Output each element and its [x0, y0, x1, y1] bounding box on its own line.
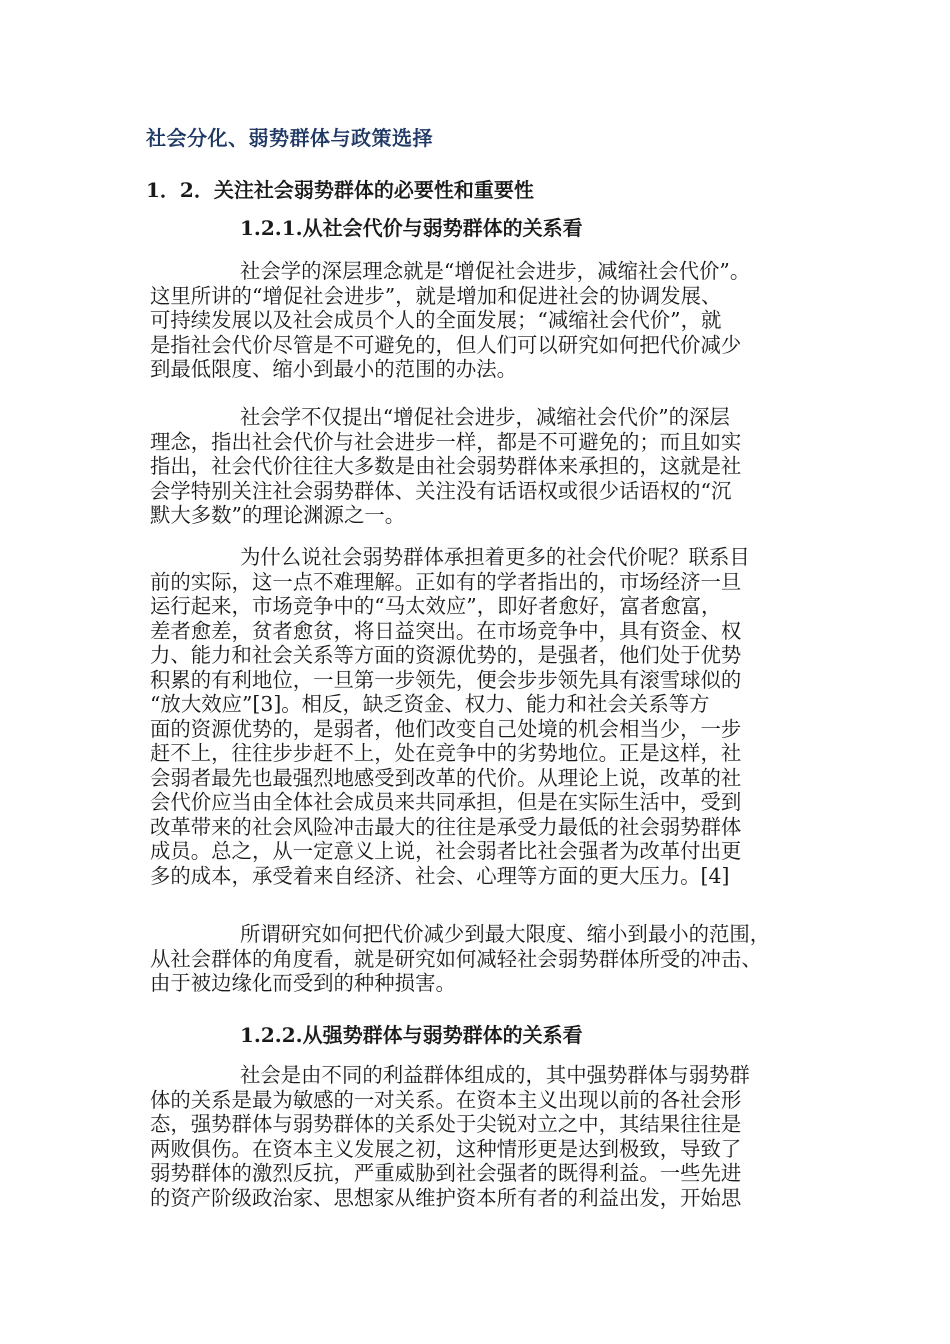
paragraph-line: 是指社会代价尽管是不可避免的，但人们可以研究如何把代价减少 — [150, 332, 742, 357]
paragraph-line: 可持续发展以及社会成员个人的全面发展；“减缩社会代价”，就 — [150, 308, 722, 332]
paragraph-line: 赶不上，往往步步赶不上，处在竞争中的劣势地位。正是这样，社 — [150, 741, 742, 765]
paragraph-line: 的资产阶级政治家、思想家从维护资本所有者的利益出发，开始思 — [150, 1185, 742, 1210]
subsection-heading-1: 1.2.1.从社会代价与弱势群体的关系看 — [240, 216, 583, 240]
paragraph-line: 会学特别关注社会弱势群体、关注没有话语权或很少话语权的“沉 — [150, 478, 732, 503]
paragraph-weak-groups-bear-cost — [150, 545, 810, 888]
paragraph-line: 差者愈差，贫者愈贫，将日益突出。在市场竞争中，具有资金、权 — [150, 618, 742, 643]
paragraph-reduce-cost — [150, 922, 810, 996]
paragraph-line: 两败俱伤。在资本主义发展之初，这种情形更是达到极致，导致了 — [150, 1136, 742, 1161]
paragraph-sociology-theory — [150, 405, 810, 528]
paragraph-line: 多的成本，承受着来自经济、社会、心理等方面的更大压力。[4] — [150, 863, 730, 888]
paragraph-line: 前的实际，这一点不难理解。正如有的学者指出的，市场经济一旦 — [150, 569, 742, 594]
paragraph-social-cost-concept — [150, 259, 810, 382]
paragraph-line: 为什么说社会弱势群体承担着更多的社会代价呢？联系目 — [240, 545, 750, 569]
paragraph-line: 所谓研究如何把代价减少到最大限度、缩小到最小的范围， — [240, 922, 771, 946]
paragraph-strong-weak-relation — [150, 1063, 810, 1210]
paragraph-line: 态，强势群体与弱势群体的关系处于尖锐对立之中，其结果往往是 — [150, 1112, 742, 1136]
paragraph-line: 面的资源优势的，是弱者，他们改变自己处境的机会相当少，一步 — [150, 716, 742, 741]
paragraph-line: 到最低限度、缩小到最小的范围的办法。 — [150, 357, 518, 381]
paragraph-line: 运行起来，市场竞争中的“马太效应”，即好者愈好，富者愈富， — [150, 594, 722, 618]
paragraph-line: “放大效应”[3]。相反，缺乏资金、权力、能力和社会关系等方 — [150, 692, 710, 716]
paragraph-line: 积累的有利地位，一旦第一步领先，便会步步领先具有滚雪球似的 — [150, 667, 742, 692]
paragraph-line: 社会是由不同的利益群体组成的，其中强势群体与弱势群 — [240, 1063, 750, 1087]
paragraph-line: 由于被边缘化而受到的种种损害。 — [150, 971, 456, 995]
paragraph-line: 体的关系是最为敏感的一对关系。在资本主义出现以前的各社会形 — [150, 1087, 742, 1112]
paragraph-line: 会弱者最先也最强烈地感受到改革的代价。从理论上说，改革的社 — [150, 765, 742, 790]
paragraph-line: 改革带来的社会风险冲击最大的往往是承受力最低的社会弱势群体 — [150, 814, 742, 839]
subsection-heading-2: 1.2.2.从强势群体与弱势群体的关系看 — [240, 1023, 583, 1047]
paragraph-line: 这里所讲的“增促社会进步”，就是增加和促进社会的协调发展、 — [150, 283, 722, 308]
paragraph-line: 社会学的深层理念就是“增促社会进步，减缩社会代价”。 — [240, 259, 751, 283]
paragraph-line: 默大多数”的理论渊源之一。 — [150, 503, 406, 527]
paragraph-line: 力、能力和社会关系等方面的资源优势的，是强者，他们处于优势 — [150, 643, 742, 667]
paragraph-line: 弱势群体的激烈反抗，严重威胁到社会强者的既得利益。一些先进 — [150, 1161, 742, 1185]
paragraph-line: 社会学不仅提出“增促社会进步，减缩社会代价”的深层 — [240, 405, 730, 429]
paragraph-line: 会代价应当由全体社会成员来共同承担，但是在实际生活中，受到 — [150, 790, 742, 814]
section-heading: 1．2．关注社会弱势群体的必要性和重要性 — [146, 178, 534, 202]
paragraph-line: 成员。总之，从一定意义上说，社会弱者比社会强者为改革付出更 — [150, 839, 742, 863]
paragraph-line: 从社会群体的角度看，就是研究如何减轻社会弱势群体所受的冲击、 — [150, 946, 762, 971]
paragraph-line: 指出，社会代价往往大多数是由社会弱势群体来承担的，这就是社 — [150, 454, 742, 478]
paragraph-line: 理念，指出社会代价与社会进步一样，都是不可避免的；而且如实 — [150, 429, 742, 454]
document-title: 社会分化、弱势群体与政策选择 — [146, 126, 433, 150]
